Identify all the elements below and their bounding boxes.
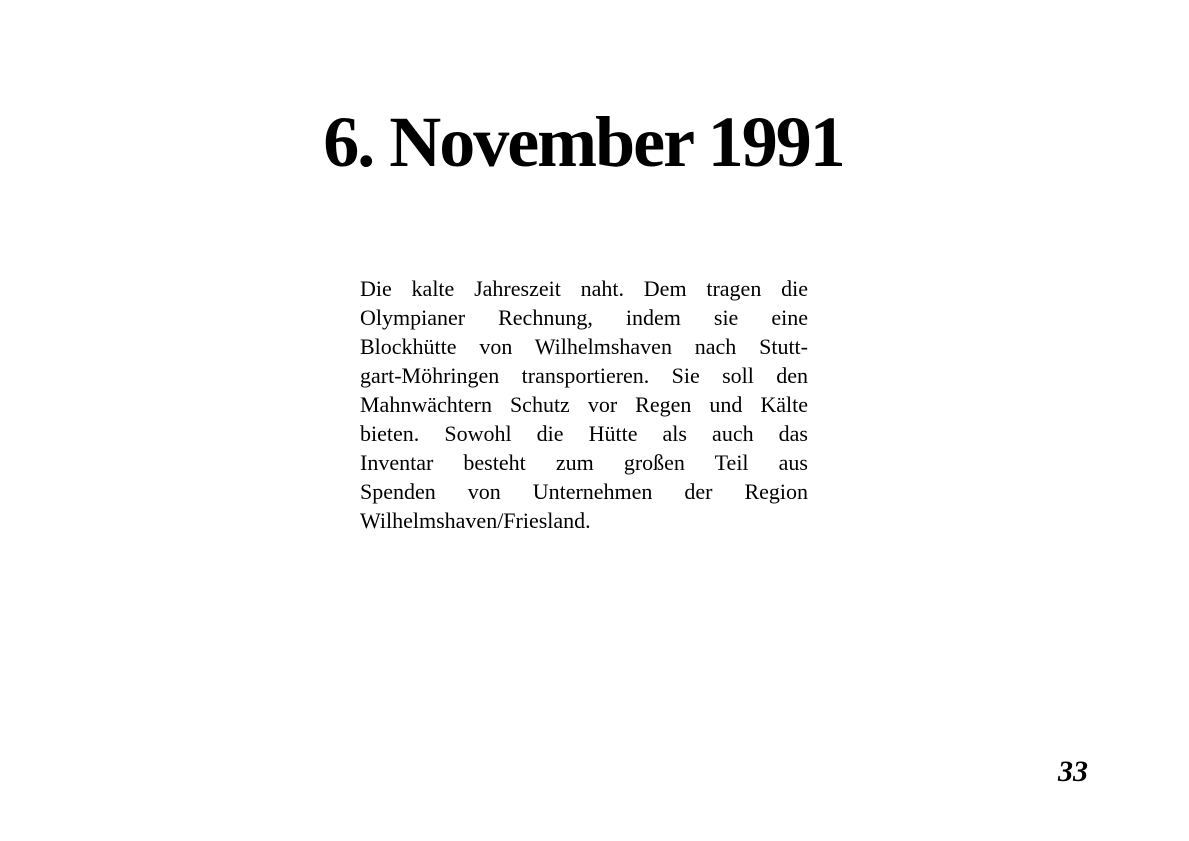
body-line: Blockhütte von Wilhelmshaven nach Stutt-	[360, 334, 808, 359]
body-line: Wilhelmshaven/Friesland.	[360, 508, 591, 533]
body-line: Olympianer Rechnung, indem sie eine	[360, 305, 808, 330]
body-line: gart-Möhringen transportieren. Sie soll den	[360, 363, 808, 388]
body-line: bieten. Sowohl die Hütte als auch das	[360, 421, 808, 446]
page-number: 33	[1058, 755, 1088, 788]
body-line: Die kalte Jahreszeit naht. Dem tragen die	[360, 276, 808, 301]
page-title: 6. November 1991	[323, 102, 844, 183]
body-line: Mahnwächtern Schutz vor Regen und Kälte	[360, 392, 808, 417]
body-line: Spenden von Unternehmen der Region	[360, 479, 808, 504]
body-paragraph	[360, 274, 808, 535]
body-line: Inventar besteht zum großen Teil aus	[360, 450, 808, 475]
